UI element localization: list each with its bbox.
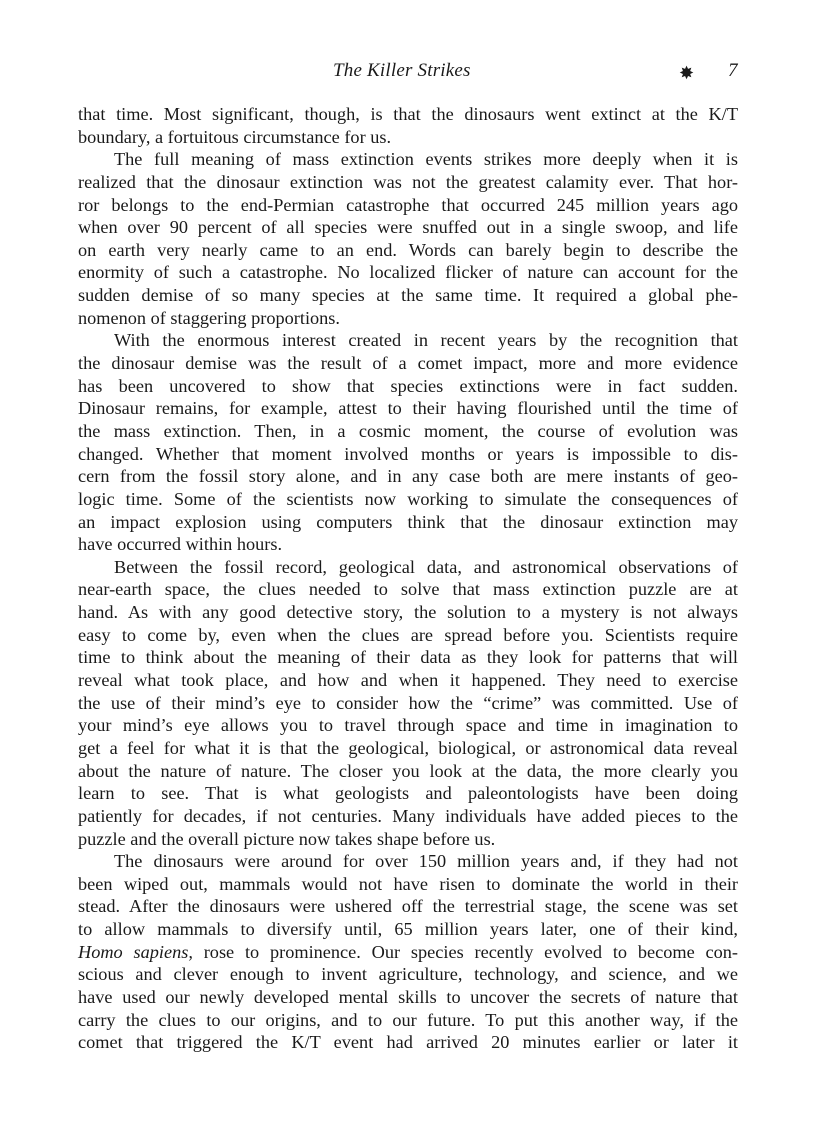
running-title: The Killer Strikes — [333, 60, 471, 81]
text-line: The full meaning of mass extinction events strikes more deeply when it is — [114, 149, 738, 170]
text-line: ror belongs to the end-Permian catastrophe that occurred 245 million years ago — [78, 194, 738, 215]
text-line: Dinosaur remains, for example, attest to their having flourished until the time of — [78, 398, 738, 419]
text-line: boundary, a fortuitous circumstance for us. — [78, 126, 392, 147]
text-line: that time. Most significant, though, is that the dinosaurs went extinct at the K/T — [78, 104, 738, 124]
text-line: when over 90 percent of all species were snuffed out in a single swoop, and life — [78, 217, 738, 238]
text-line: your mind’s eye allows you to travel through space and time in imagination to — [78, 715, 738, 736]
text-line-content: rose to prominence. Our species recently evolved to become con- — [192, 941, 738, 962]
text-line: With the enormous interest created in recent years by the recognition that — [114, 330, 738, 351]
text-line: Between the fossil record, geological data, and astronomical observations of — [114, 556, 738, 577]
page-number: 7 — [728, 60, 738, 81]
text-line: stead. After the dinosaurs were ushered off the terrestrial stage, the scene was set — [78, 896, 738, 917]
text-line: changed. Whether that moment involved months or years is impossible to dis- — [78, 443, 738, 464]
text-line: the dinosaur demise was the result of a comet impact, more and more evidence — [78, 353, 738, 374]
text-line: reveal what took place, and how and when it happened. They need to exercise — [78, 670, 738, 691]
text-line: the mass extinction. Then, in a cosmic moment, the course of evolution was — [78, 420, 738, 441]
text-line: sudden demise of so many species at the same time. It required a global phe- — [78, 285, 738, 306]
text-line: comet that triggered the K/T event had arrived 20 minutes earlier or later it — [78, 1032, 738, 1053]
text-line: have occurred within hours. — [78, 534, 283, 555]
text-line: near-earth space, the clues needed to solve that mass extinction puzzle are at — [78, 579, 738, 600]
text-line: puzzle and the overall picture now takes shape before us. — [78, 828, 496, 849]
text-line: the use of their mind’s eye to consider how the “crime” was committed. Use of — [78, 692, 738, 713]
text-line: hand. As with any good detective story, the solution to a mystery is not always — [78, 602, 738, 623]
text-line: nomenon of staggering proportions. — [78, 307, 340, 328]
text-line: The dinosaurs were around for over 150 million years and, if they had not — [114, 851, 738, 872]
text-line: realized that the dinosaur extinction was not the greatest calamity ever. That hor- — [78, 171, 738, 192]
italic-species-name: Homo sapiens, — [78, 941, 193, 962]
text-line: easy to come by, even when the clues are spread before you. Scientists require — [78, 624, 738, 645]
text-line: scious and clever enough to invent agriculture, technology, and science, and we — [78, 964, 738, 985]
text-line: about the nature of nature. The closer you look at the data, the more clearly you — [78, 760, 738, 781]
text-line: get a feel for what it is that the geological, biological, or astronomical data reveal — [78, 737, 738, 758]
text-line: been wiped out, mammals would not have risen to dominate the world in their — [78, 873, 738, 894]
text-line: enormity of such a catastrophe. No localized flicker of nature can account for the — [78, 262, 738, 283]
text-line: on earth very nearly came to an end. Words can barely begin to describe the — [78, 239, 738, 260]
text-line: to allow mammals to diversify until, 65 million years later, one of their kind, — [78, 919, 738, 940]
text-line: has been uncovered to show that species extinctions were in fact sudden. — [78, 375, 738, 396]
text-line: have used our newly developed mental skills to uncover the secrets of nature that — [78, 986, 738, 1007]
text-line: logic time. Some of the scientists now working to simulate the consequences of — [78, 488, 738, 509]
running-header — [0, 60, 816, 88]
text-line — [78, 941, 738, 964]
text-line: an impact explosion using computers think that the dinosaur extinction may — [78, 511, 738, 532]
body-text — [78, 103, 738, 1054]
text-line: cern from the fossil story alone, and in any case both are mere instants of geo- — [78, 466, 738, 487]
text-line: carry the clues to our origins, and to our future. To put this another way, if the — [78, 1009, 738, 1030]
text-line: learn to see. That is what geologists and paleontologists have been doing — [78, 783, 738, 804]
asterisk-ornament-icon: ✸ — [679, 63, 695, 83]
text-line: time to think about the meaning of their data as they look for patterns that will — [78, 647, 738, 668]
text-line: patiently for decades, if not centuries. Many individuals have added pieces to the — [78, 805, 738, 826]
